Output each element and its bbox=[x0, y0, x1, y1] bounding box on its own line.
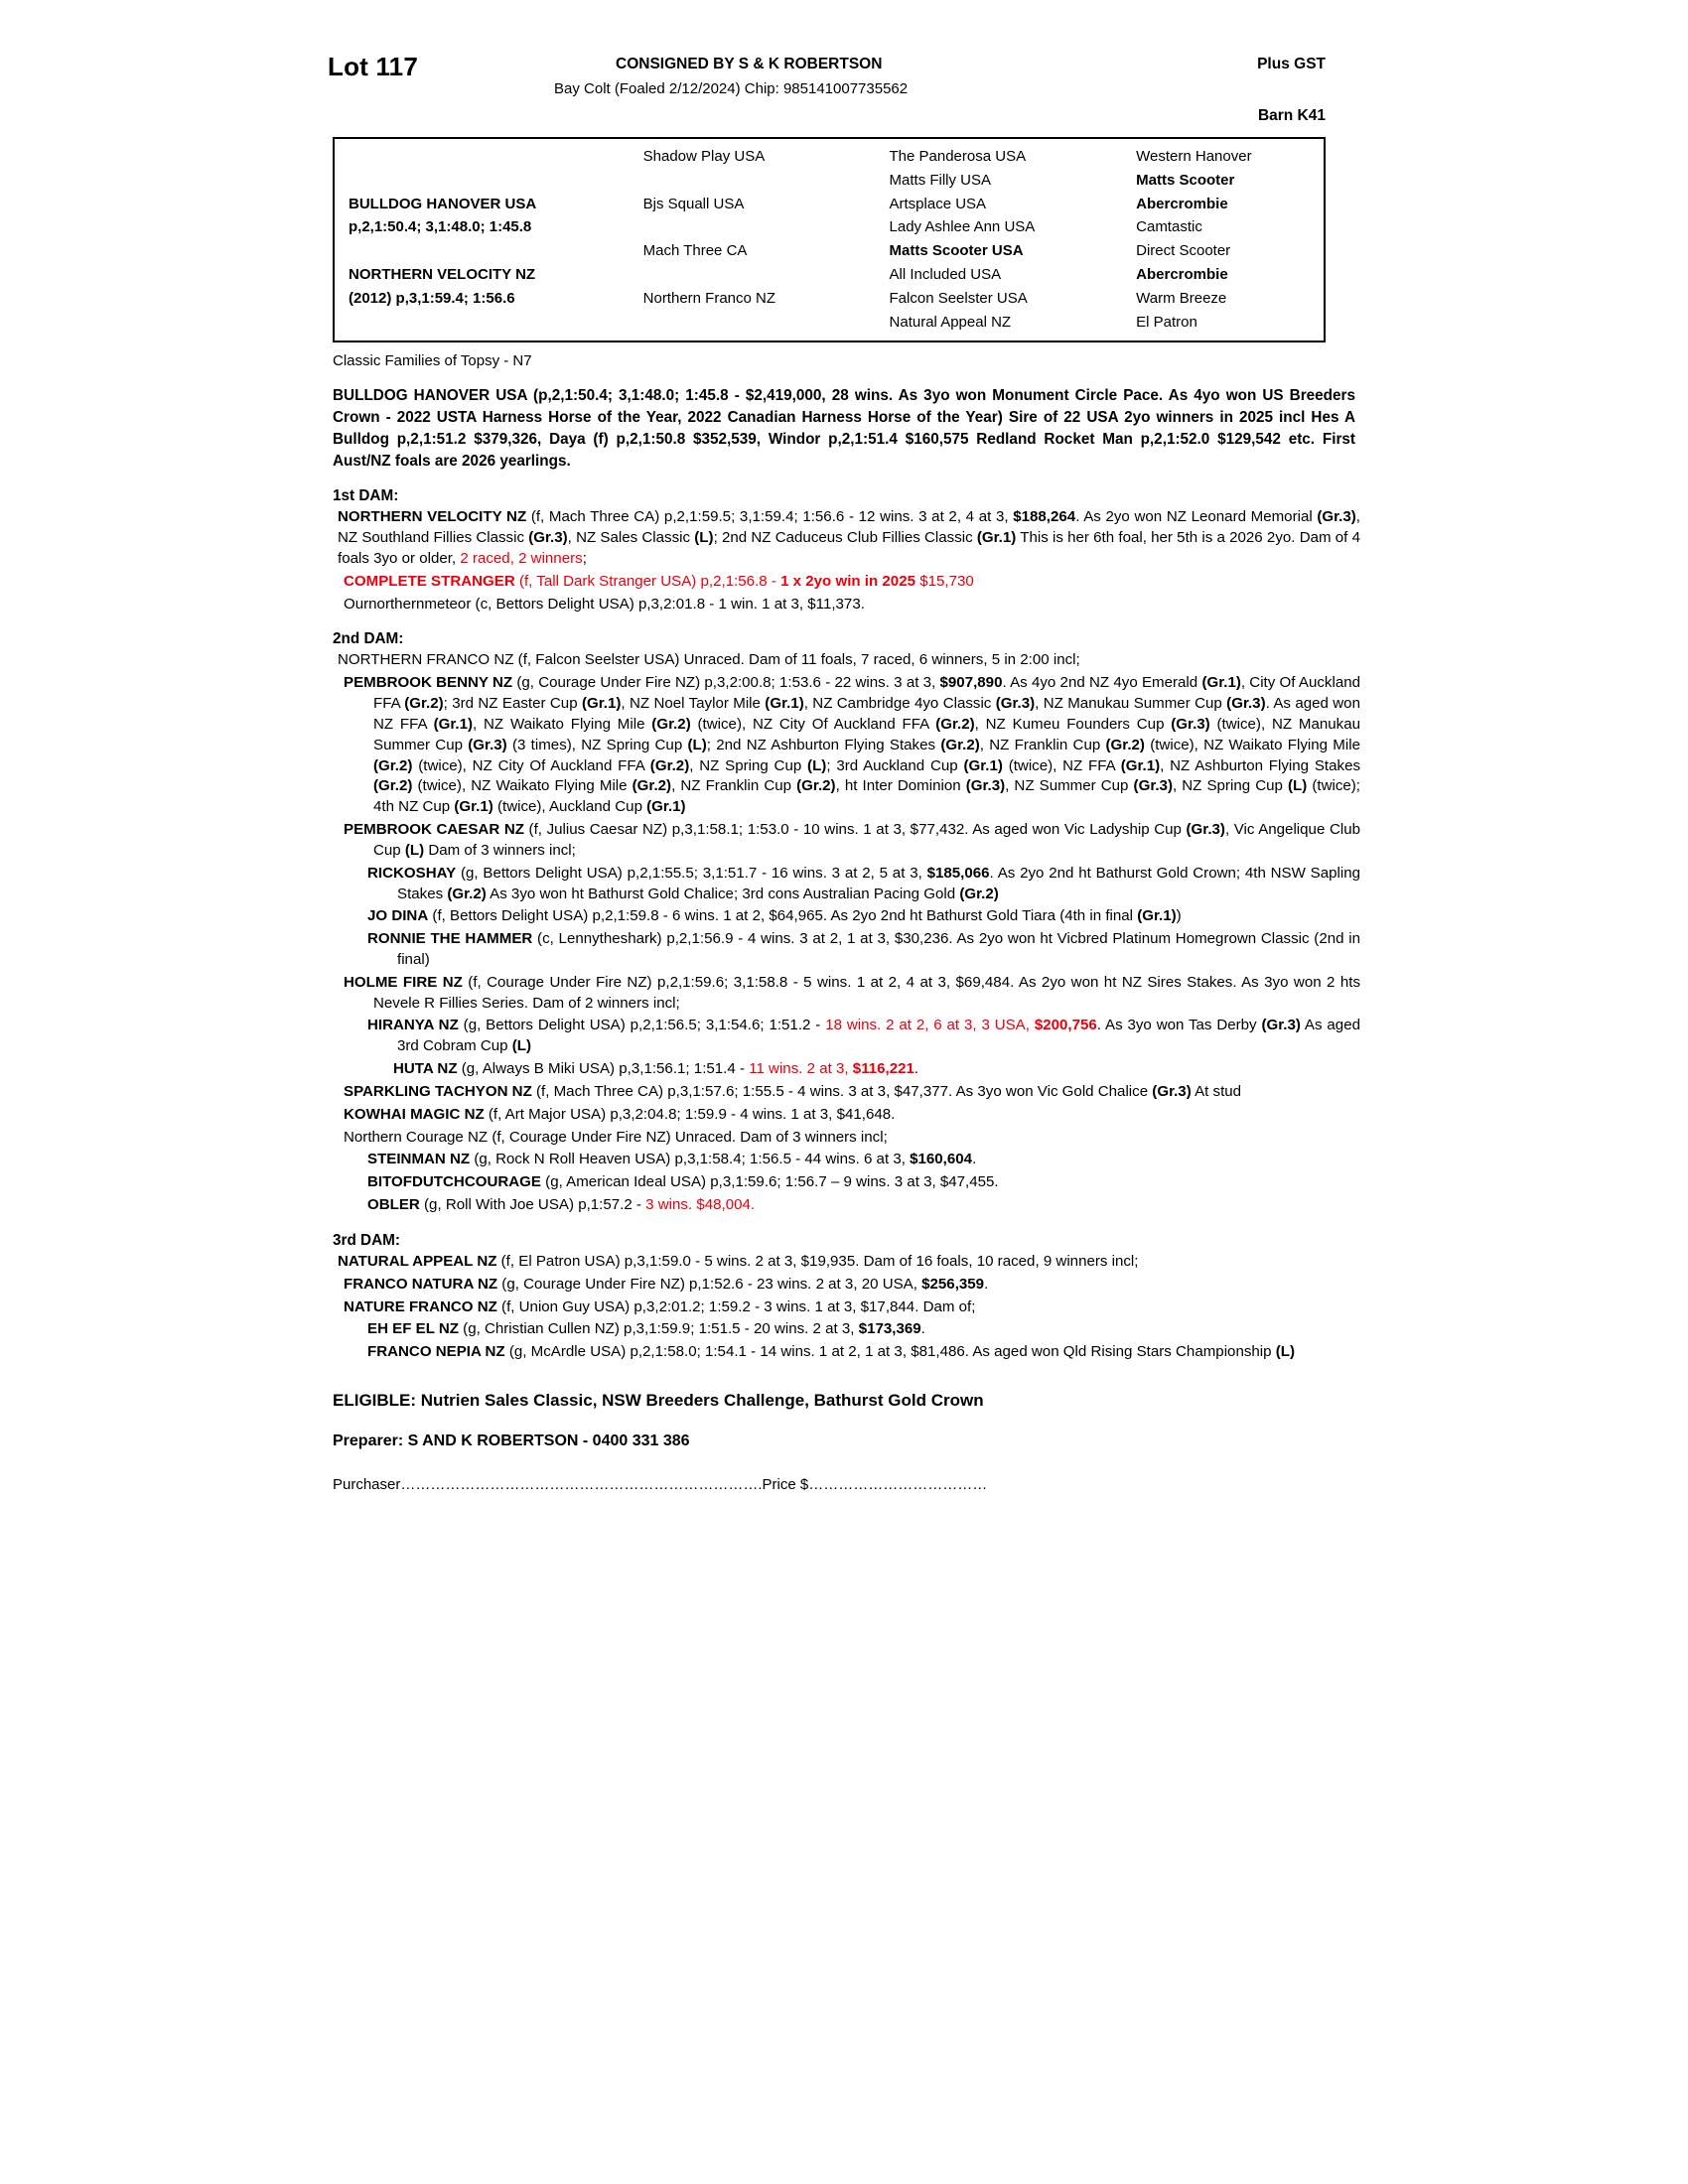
entry-text: $116,221 bbox=[852, 1060, 914, 1078]
entry-text: (twice), NZ City Of Auckland FFA bbox=[690, 715, 936, 733]
entry-text: ; 3rd Auckland Cup bbox=[826, 756, 964, 774]
pedigree-entry bbox=[328, 1150, 1360, 1170]
entry-text: (f, Tall Dark Stranger USA) p,2,1:56.8 - bbox=[514, 572, 781, 590]
entry-text: (g, McArdle USA) p,2,1:58.0; 1:54.1 - 14 wins. 1 at 2, 1 at 3, $81,486. As aged won Qld Rising Stars Championship bbox=[504, 1343, 1276, 1361]
entry-text: (f, Julius Caesar NZ) p,3,1:58.1; 1:53.0 - 10 wins. 1 at 3, $77,432. As aged won Vic Ladyship Cup bbox=[523, 821, 1187, 839]
table-row bbox=[335, 263, 1324, 287]
entry-text: (Gr.2) bbox=[373, 756, 413, 774]
plus-gst-label: Plus GST bbox=[1257, 56, 1326, 72]
sire-gs1-d1-s: Western Hanover bbox=[1136, 148, 1252, 165]
entry-text: (twice), Auckland Cup bbox=[492, 798, 647, 816]
entry-text: (Gr.2) bbox=[935, 715, 975, 733]
entry-text: (Gr.1) bbox=[454, 798, 493, 816]
dam-gs1-d2-s: Abercrombie bbox=[1136, 265, 1228, 283]
entry-text: (Gr.1) bbox=[646, 798, 686, 816]
entry-text: HIRANYA NZ bbox=[367, 1017, 459, 1034]
sire-gs2-d2: Lady Ashlee Ann USA bbox=[889, 218, 1036, 236]
entry-text: , NZ Spring Cup bbox=[1172, 777, 1288, 795]
entry-text: , NZ Sales Classic bbox=[567, 529, 695, 547]
pedigree-entry bbox=[328, 1172, 1360, 1193]
entry-text: STEINMAN NZ bbox=[367, 1151, 471, 1168]
entry-text: OBLER bbox=[367, 1196, 420, 1214]
table-row bbox=[335, 215, 1324, 239]
entry-text: (L) bbox=[511, 1037, 532, 1055]
entry-text: (twice), NZ City Of Auckland FFA bbox=[412, 756, 650, 774]
pedigree-entry bbox=[328, 1082, 1360, 1103]
pedigree-entry bbox=[328, 1319, 1360, 1340]
entry-text: , NZ Waikato Flying Mile bbox=[473, 715, 652, 733]
sire-gs1-d2: Matts Filly USA bbox=[889, 171, 992, 189]
entry-text: (L) bbox=[807, 756, 827, 774]
entry-text: $188,264 bbox=[1013, 508, 1076, 526]
entry-text: (twice), NZ Manukau Summer Cup bbox=[373, 715, 1360, 753]
entry-text: 11 wins. 2 at 3, bbox=[749, 1060, 853, 1078]
sire-record: p,2,1:50.4; 3,1:48.0; 1:45.8 bbox=[349, 218, 532, 236]
entry-text: HOLME FIRE NZ bbox=[344, 973, 463, 991]
entry-text: (g, Bettors Delight USA) p,2,1:55.5; 3,1:51.7 - 16 wins. 3 at 2, 5 at 3, bbox=[456, 864, 927, 882]
entry-text: (L) bbox=[687, 736, 707, 753]
entry-text: , ht Inter Dominion bbox=[835, 777, 966, 795]
sire-gs2-d2-s: Camtastic bbox=[1136, 218, 1202, 236]
entry-text: , NZ Southland Fillies Classic bbox=[338, 508, 1360, 547]
entry-text: (Gr.2) bbox=[651, 715, 691, 733]
entry-text: (L) bbox=[1287, 777, 1308, 795]
entry-text: (g, Courage Under Fire NZ) p,3,2:00.8; 1:53.6 - 22 wins. 3 at 3, bbox=[512, 674, 940, 692]
entry-text: (twice); 4th NZ Cup bbox=[373, 777, 1360, 816]
entry-text: (Gr.3) bbox=[468, 736, 507, 753]
entry-text: (Gr.2) bbox=[959, 885, 999, 902]
entry-text: (Gr.3) bbox=[995, 695, 1036, 713]
entry-text: (twice), NZ Waikato Flying Mile bbox=[1144, 736, 1360, 753]
entry-text: COMPLETE STRANGER bbox=[344, 572, 515, 590]
entry-text: EH EF EL NZ bbox=[367, 1320, 459, 1338]
table-row bbox=[335, 193, 1324, 216]
entry-text: (f, Bettors Delight USA) p,2,1:59.8 - 6 wins. 1 at 2, $64,965. As 2yo 2nd ht Bathurst Gold Tiara (4th in final bbox=[428, 907, 1138, 925]
classic-families-line: Classic Families of Topsy - N7 bbox=[333, 352, 532, 370]
sire-gs1: Shadow Play USA bbox=[642, 148, 766, 165]
entry-text: (Gr.2) bbox=[373, 777, 413, 795]
entry-text: , NZ Summer Cup bbox=[1005, 777, 1134, 795]
entry-text: Northern Courage NZ (f, Courage Under Fire NZ) Unraced. Dam of 3 winners incl; bbox=[344, 1128, 888, 1146]
entry-text: 2 raced, 2 winners bbox=[460, 549, 583, 567]
entry-text: (3 times), NZ Spring Cup bbox=[506, 736, 688, 753]
entry-text: (Gr.1) bbox=[1120, 756, 1161, 774]
entry-text: (g, Always B Miki USA) p,3,1:56.1; 1:51.4 - bbox=[457, 1060, 750, 1078]
entry-text: KOWHAI MAGIC NZ bbox=[344, 1105, 485, 1123]
entry-text: (Gr.3) bbox=[1171, 715, 1210, 733]
entry-text: ) bbox=[1176, 907, 1182, 925]
pedigree-table bbox=[333, 137, 1326, 342]
dam-sections bbox=[328, 487, 1360, 1363]
entry-text: SPARKLING TACHYON NZ bbox=[344, 1082, 532, 1100]
entry-text: (Gr.2) bbox=[447, 885, 487, 902]
table-row bbox=[335, 239, 1324, 263]
entry-text: (Gr.1) bbox=[963, 756, 1003, 774]
entry-text: (Gr.3) bbox=[965, 777, 1006, 795]
entry-text: $173,369 bbox=[858, 1320, 921, 1338]
entry-text: , Vic Angelique Club Cup bbox=[373, 821, 1360, 859]
entry-text: (Gr.2) bbox=[632, 777, 672, 795]
table-row bbox=[335, 145, 1324, 169]
pedigree-entry bbox=[328, 572, 1360, 593]
pedigree-entry bbox=[328, 1105, 1360, 1126]
entry-text: (Gr.1) bbox=[433, 715, 474, 733]
preparer-line: Preparer: S AND K ROBERTSON - 0400 331 386 bbox=[333, 1433, 690, 1450]
entry-text: (Gr.2) bbox=[404, 695, 444, 713]
entry-text: $256,359 bbox=[921, 1275, 985, 1293]
pedigree-entry bbox=[328, 595, 1360, 615]
entry-text: $200,756 bbox=[1034, 1017, 1097, 1034]
entry-text: ; 3rd NZ Easter Cup bbox=[443, 695, 582, 713]
entry-text: $185,066 bbox=[926, 864, 990, 882]
entry-text: . As 4yo 2nd NZ 4yo Emerald bbox=[1002, 674, 1202, 692]
entry-text: ; bbox=[582, 549, 587, 567]
pedigree-entry bbox=[328, 906, 1360, 927]
entry-text: ; 2nd NZ Ashburton Flying Stakes bbox=[706, 736, 941, 753]
entry-text: (Gr.1) bbox=[1137, 907, 1177, 925]
pedigree-entry bbox=[328, 1016, 1360, 1057]
entry-text: (Gr.3) bbox=[528, 529, 568, 547]
entry-text: (Gr.1) bbox=[581, 695, 622, 713]
foaling-details: Bay Colt (Foaled 2/12/2024) Chip: 985141007735562 bbox=[554, 80, 909, 97]
entry-text: NATURE FRANCO NZ bbox=[344, 1297, 497, 1315]
entry-text: 3 wins. $48,004. bbox=[645, 1196, 756, 1214]
pedigree-entry bbox=[328, 1342, 1360, 1363]
entry-text: NATURAL APPEAL NZ bbox=[338, 1252, 497, 1270]
entry-text: NORTHERN FRANCO NZ (f, Falcon Seelster USA) Unraced. Dam of 11 foals, 7 raced, 6 winners, 5 in 2:00 incl; bbox=[338, 651, 1080, 669]
entry-text: Ournorthernmeteor (c, Bettors Delight USA) p,3,2:01.8 - 1 win. 1 at 3, $11,373. bbox=[344, 595, 865, 613]
pedigree-entry bbox=[328, 1128, 1360, 1149]
entry-text: (Gr.3) bbox=[1226, 695, 1266, 713]
pedigree-entry bbox=[328, 929, 1360, 971]
pedigree-entry bbox=[328, 1252, 1360, 1273]
dam-gs1-d1: Matts Scooter USA bbox=[889, 242, 1024, 260]
entry-text: As 3yo won ht Bathurst Gold Chalice; 3rd cons Australian Pacing Gold bbox=[486, 885, 960, 902]
sire-gs2-d1: Artsplace USA bbox=[889, 195, 987, 212]
entry-text: RONNIE THE HAMMER bbox=[367, 930, 533, 948]
barn-label: Barn K41 bbox=[1257, 107, 1326, 124]
entry-text: $907,890 bbox=[939, 674, 1003, 692]
entry-text: (g, Rock N Roll Heaven USA) p,3,1:58.4; 1:56.5 - 44 wins. 6 at 3, bbox=[470, 1151, 911, 1168]
entry-text: (c, Lennytheshark) p,2,1:56.9 - 4 wins. 3 at 2, 1 at 3, $30,236. As 2yo won ht Vicbred Platinum Homegrown Classic (2nd in final) bbox=[397, 930, 1360, 968]
entry-text: $160,604 bbox=[910, 1151, 973, 1168]
entry-text: 1 x 2yo win in 2025 bbox=[780, 572, 915, 590]
pedigree-entry bbox=[328, 1275, 1360, 1296]
entry-text: (Gr.3) bbox=[1317, 508, 1356, 526]
entry-text: (L) bbox=[404, 841, 425, 859]
sire-gs1-d2-s: Matts Scooter bbox=[1136, 171, 1235, 189]
table-row bbox=[335, 311, 1324, 335]
entry-text: , NZ Manukau Summer Cup bbox=[1035, 695, 1227, 713]
entry-text: , NZ Franklin Cup bbox=[979, 736, 1106, 753]
entry-text: (g, Bettors Delight USA) p,2,1:56.5; 3,1:54.6; 1:51.2 - bbox=[458, 1017, 826, 1034]
entry-text: As aged 3rd Cobram Cup bbox=[397, 1017, 1360, 1055]
entry-text: JO DINA bbox=[367, 907, 429, 925]
entry-text: (twice), NZ FFA bbox=[1002, 756, 1121, 774]
eligible-line: ELIGIBLE: Nutrien Sales Classic, NSW Breeders Challenge, Bathurst Gold Crown bbox=[333, 1391, 984, 1411]
entry-text: (f, Mach Three CA) p,3,1:57.6; 1:55.5 - 4 wins. 3 at 3, $47,377. As 3yo won Vic Gold Chalice bbox=[531, 1082, 1153, 1100]
entry-text: This is her 6th foal, her 5th is a 2026 2yo. Dam of 4 foals 3yo or older, bbox=[338, 529, 1360, 567]
entry-text: (Gr.3) bbox=[1186, 821, 1225, 839]
entry-text: (f, Union Guy USA) p,3,2:01.2; 1:59.2 - 3 wins. 1 at 3, $17,844. Dam of; bbox=[496, 1297, 976, 1315]
entry-text: ; 2nd NZ Caduceus Club Fillies Classic bbox=[713, 529, 977, 547]
entry-text: NORTHERN VELOCITY NZ bbox=[338, 508, 527, 526]
dam-heading: 2nd DAM: bbox=[333, 630, 404, 648]
pedigree-entry bbox=[328, 650, 1360, 671]
entry-text: $15,730 bbox=[915, 572, 974, 590]
entry-text: BITOFDUTCHCOURAGE bbox=[367, 1173, 541, 1191]
entry-text: (Gr.3) bbox=[1133, 777, 1173, 795]
entry-text: (twice), NZ Waikato Flying Mile bbox=[412, 777, 633, 795]
entry-text: (Gr.3) bbox=[1261, 1017, 1301, 1034]
entry-text: , NZ Spring Cup bbox=[689, 756, 808, 774]
entry-text: . bbox=[984, 1275, 989, 1293]
entry-text: . bbox=[972, 1151, 977, 1168]
entry-text: PEMBROOK CAESAR NZ bbox=[344, 821, 524, 839]
entry-text: . As 3yo won Tas Derby bbox=[1096, 1017, 1262, 1034]
pedigree-entry bbox=[328, 820, 1360, 862]
dam-gs2: Northern Franco NZ bbox=[642, 289, 776, 307]
entry-text: (f, El Patron USA) p,3,1:59.0 - 5 wins. 2 at 3, $19,935. Dam of 16 foals, 10 raced, 9 winners incl; bbox=[496, 1252, 1139, 1270]
dam-heading: 3rd DAM: bbox=[333, 1231, 400, 1249]
entry-text: (f, Courage Under Fire NZ) p,2,1:59.6; 3,1:58.8 - 5 wins. 1 at 2, 4 at 3, $69,484. As 2yo won ht NZ Sires Stakes. As 3yo won 2 hts Nevele R Fillies Series. Dam of 2 winners incl; bbox=[373, 973, 1360, 1012]
entry-text: . bbox=[920, 1320, 925, 1338]
entry-text: (Gr.2) bbox=[796, 777, 836, 795]
entry-text: PEMBROOK BENNY NZ bbox=[344, 674, 513, 692]
entry-text: . As aged won NZ FFA bbox=[373, 695, 1360, 733]
entry-text: 18 wins. 2 at 2, 6 at 3, 3 USA, bbox=[825, 1017, 1035, 1034]
entry-text: FRANCO NATURA NZ bbox=[344, 1275, 498, 1293]
entry-text: , NZ Kumeu Founders Cup bbox=[974, 715, 1172, 733]
entry-text: (f, Mach Three CA) p,2,1:59.5; 3,1:59.4; 1:56.6 - 12 wins. 3 at 2, 4 at 3, bbox=[526, 508, 1014, 526]
entry-text: (g, Roll With Joe USA) p,1:57.2 - bbox=[419, 1196, 646, 1214]
entry-text: (f, Art Major USA) p,3,2:04.8; 1:59.9 - 4 wins. 1 at 3, $41,648. bbox=[484, 1105, 896, 1123]
sire-gs2: Bjs Squall USA bbox=[642, 195, 745, 212]
entry-text: , NZ Noel Taylor Mile bbox=[621, 695, 766, 713]
entry-text: . As 2yo won NZ Leonard Memorial bbox=[1075, 508, 1318, 526]
entry-text: (g, Courage Under Fire NZ) p,1:52.6 - 23 wins. 2 at 3, 20 USA, bbox=[497, 1275, 922, 1293]
sire-name: BULLDOG HANOVER USA bbox=[349, 195, 537, 212]
pedigree-entry bbox=[328, 673, 1360, 818]
dam-gs1-d2: All Included USA bbox=[889, 265, 1002, 283]
dam-record: (2012) p,3,1:59.4; 1:56.6 bbox=[349, 289, 515, 307]
pedigree-entry bbox=[328, 1297, 1360, 1318]
pedigree-entry bbox=[328, 1195, 1360, 1216]
dam-heading: 1st DAM: bbox=[333, 487, 399, 505]
entry-text: , City Of Auckland FFA bbox=[373, 674, 1361, 713]
dam-gs2-d1-s: Warm Breeze bbox=[1136, 289, 1227, 307]
entry-text: HUTA NZ bbox=[393, 1060, 458, 1078]
entry-text: (Gr.1) bbox=[976, 529, 1017, 547]
entry-text: (Gr.2) bbox=[649, 756, 690, 774]
dam-gs1: Mach Three CA bbox=[642, 242, 748, 260]
entry-text: At stud bbox=[1191, 1082, 1242, 1100]
dam-name: NORTHERN VELOCITY NZ bbox=[349, 265, 536, 283]
entry-text: , NZ Ashburton Flying Stakes bbox=[1160, 756, 1361, 774]
dam-gs2-d2-s: El Patron bbox=[1136, 313, 1197, 331]
pedigree-entry bbox=[328, 507, 1360, 569]
entry-text: (Gr.1) bbox=[1201, 674, 1241, 692]
entry-text: (Gr.2) bbox=[1105, 736, 1145, 753]
pedigree-entry bbox=[328, 1059, 1360, 1080]
pedigree-entry bbox=[328, 864, 1360, 905]
entry-text: . As 2yo 2nd ht Bathurst Gold Crown; 4th NSW Sapling Stakes bbox=[397, 864, 1361, 902]
entry-text: (Gr.1) bbox=[765, 695, 804, 713]
dam-gs1-d1-s: Direct Scooter bbox=[1136, 242, 1231, 260]
entry-text: (Gr.3) bbox=[1152, 1082, 1192, 1100]
sire-paragraph: BULLDOG HANOVER USA (p,2,1:50.4; 3,1:48.0; 1:45.8 - $2,419,000, 28 wins. As 3yo won Monument Circle Pace. As 4yo won US Breeders Crown - 2022 USTA Harness Horse of the Year, 2022 Canadian Harness Horse of the Year) Sire of 22 USA 2yo winners in 2025 incl Hes A Bulldog p,2,1:51.2 $379,326, Daya (f) p,2,1:50.8 $352,539, Windor p,2,1:51.4 $160,575 Redland Rocket Man p,2,1:52.0 $129,542 etc. First Aust/NZ foals are 2026 yearlings. bbox=[333, 387, 1355, 470]
table-row bbox=[335, 287, 1324, 311]
entry-text: . bbox=[914, 1060, 919, 1078]
entry-text: (Gr.2) bbox=[940, 736, 980, 753]
entry-text: Dam of 3 winners incl; bbox=[424, 841, 576, 859]
lot-number: Lot 117 bbox=[328, 52, 418, 81]
entry-text: (g, American Ideal USA) p,3,1:59.6; 1:56.7 – 9 wins. 3 at 3, $47,455. bbox=[540, 1173, 999, 1191]
entry-text: , NZ Franklin Cup bbox=[671, 777, 797, 795]
entry-text: RICKOSHAY bbox=[367, 864, 457, 882]
purchaser-line: Purchaser……………………………………………………………….Price $……………………………… bbox=[333, 1476, 988, 1494]
entry-text: FRANCO NEPIA NZ bbox=[367, 1343, 505, 1361]
entry-text: (L) bbox=[694, 529, 714, 547]
sire-gs2-d1-s: Abercrombie bbox=[1136, 195, 1228, 212]
page-header bbox=[328, 48, 1360, 131]
entry-text: , NZ Cambridge 4yo Classic bbox=[803, 695, 996, 713]
dam-gs2-d1: Falcon Seelster USA bbox=[889, 289, 1028, 307]
sire-gs1-d1: The Panderosa USA bbox=[889, 148, 1027, 165]
entry-text: (g, Christian Cullen NZ) p,3,1:59.9; 1:51.5 - 20 wins. 2 at 3, bbox=[458, 1320, 859, 1338]
dam-gs2-d2: Natural Appeal NZ bbox=[889, 313, 1012, 331]
entry-text: (L) bbox=[1275, 1343, 1295, 1361]
consignor-label: CONSIGNED BY S & K ROBERTSON bbox=[616, 56, 883, 72]
pedigree-entry bbox=[328, 973, 1360, 1015]
